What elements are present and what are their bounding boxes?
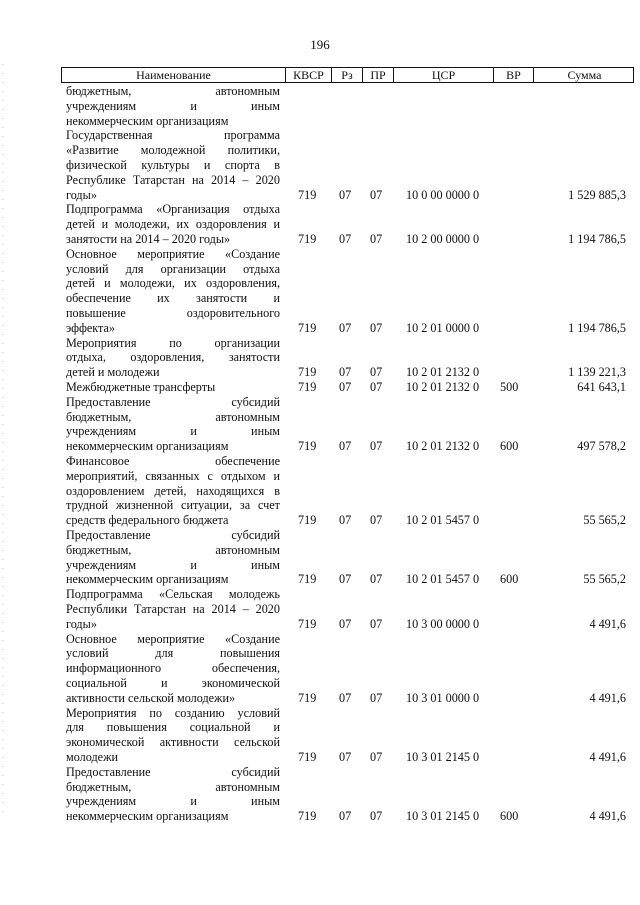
row-kvsr: 719	[298, 749, 317, 764]
row-name	[66, 202, 280, 246]
row-name-line: Подпрограмма «Организация отдыха	[66, 202, 280, 217]
row-name-line: Предоставление субсидий	[66, 394, 280, 409]
row-sum: 4 491,6	[589, 616, 626, 631]
row-name	[66, 247, 280, 336]
row-rz: 07	[339, 365, 352, 380]
row-rz: 07	[339, 380, 352, 394]
table-row	[0, 84, 640, 128]
row-rz: 07	[339, 572, 352, 587]
row-name-line: молодежи	[66, 749, 119, 764]
row-pr: 07	[370, 616, 383, 631]
row-name-line: годы»	[66, 187, 97, 202]
row-name-line: средств федерального бюджета	[66, 513, 229, 528]
row-name-line: некоммерческим организациям	[66, 113, 229, 128]
row-pr: 07	[370, 513, 383, 528]
row-name-line: Предоставление субсидий	[66, 764, 280, 779]
row-name-line: некоммерческим организациям	[66, 809, 229, 824]
row-name-line: условий для повышения	[66, 646, 280, 661]
row-name	[66, 380, 280, 395]
row-kvsr: 719	[298, 187, 317, 202]
row-rz: 07	[339, 809, 352, 824]
row-name-line: Предоставление субсидий	[66, 528, 280, 542]
row-pr: 07	[370, 365, 383, 380]
row-csr: 10 3 01 2145 0	[406, 809, 480, 824]
table-row	[0, 706, 640, 765]
table-row	[0, 336, 640, 380]
row-sum: 641 643,1	[577, 380, 626, 394]
row-name-line: детей и молодежи, их оздоровления,	[66, 276, 280, 291]
row-csr: 10 2 01 2132 0	[406, 380, 480, 394]
row-sum: 4 491,6	[589, 690, 626, 705]
header-kvsr: КВСР	[285, 68, 331, 82]
row-csr: 10 3 00 0000 0	[406, 616, 480, 631]
row-rz: 07	[339, 616, 352, 631]
row-sum: 497 578,2	[577, 439, 626, 454]
row-pr: 07	[370, 320, 383, 335]
row-csr: 10 2 01 0000 0	[406, 320, 480, 335]
row-kvsr: 719	[298, 439, 317, 454]
row-name-line: информационного обеспечения,	[66, 661, 280, 676]
row-name	[66, 454, 280, 528]
row-csr: 10 2 01 5457 0	[406, 513, 480, 528]
row-pr: 07	[370, 809, 383, 824]
row-kvsr: 719	[298, 320, 317, 335]
row-sum: 55 565,2	[583, 513, 626, 528]
row-sum: 1 194 786,5	[568, 320, 626, 335]
row-name-line: бюджетным, автономным	[66, 84, 280, 98]
table-row	[0, 632, 640, 706]
row-name-line: условий для организации отдыха	[66, 261, 280, 276]
row-csr: 10 2 01 2132 0	[406, 365, 480, 380]
row-csr: 10 3 01 2145 0	[406, 749, 480, 764]
row-sum: 1 139 221,3	[568, 365, 626, 380]
table-row	[0, 765, 640, 824]
row-name-line: бюджетным, автономным	[66, 779, 280, 794]
table-row	[0, 202, 640, 246]
row-rz: 07	[339, 320, 352, 335]
row-name-line: активности сельской молодежи»	[66, 690, 236, 705]
row-rz: 07	[339, 749, 352, 764]
row-name-line: трудной жизненной ситуации, за счет	[66, 498, 280, 513]
row-name-line: Основное мероприятие «Создание	[66, 631, 280, 646]
row-pr: 07	[370, 749, 383, 764]
row-name-line: некоммерческим организациям	[66, 439, 229, 454]
row-rz: 07	[339, 513, 352, 528]
table-header	[61, 67, 634, 83]
row-name	[66, 706, 280, 765]
row-kvsr: 719	[298, 572, 317, 587]
row-name-line: детей и молодежи	[66, 365, 160, 380]
table-row	[0, 587, 640, 631]
row-pr: 07	[370, 187, 383, 202]
row-name-line: Государственная программа	[66, 128, 280, 143]
row-vr: 500	[500, 380, 519, 394]
row-name-line: эффекта»	[66, 320, 116, 335]
row-name-line: учреждениям и иным	[66, 794, 280, 809]
row-vr: 600	[500, 809, 519, 824]
row-csr: 10 2 01 2132 0	[406, 439, 480, 454]
row-name-line: занятости на 2014 – 2020 годы»	[66, 231, 231, 246]
row-name-line: обеспечение их занятости и	[66, 291, 280, 306]
row-name-line: Межбюджетные трансферты	[66, 380, 216, 394]
row-name-line: годы»	[66, 616, 97, 631]
table-row	[0, 380, 640, 395]
header-rz: Рз	[331, 68, 362, 82]
row-csr: 10 0 00 0000 0	[406, 187, 480, 202]
row-name	[66, 395, 280, 454]
row-name-line: физической культуры и спорта в	[66, 157, 280, 172]
row-name-line: социальной и экономической	[66, 675, 280, 690]
row-name-line: для повышения социальной и	[66, 720, 280, 735]
row-name-line: Мероприятия по организации	[66, 335, 280, 350]
row-name	[66, 128, 280, 202]
row-rz: 07	[339, 690, 352, 705]
row-vr: 600	[500, 439, 519, 454]
row-kvsr: 719	[298, 380, 317, 394]
row-name-line: некоммерческим организациям	[66, 572, 229, 587]
row-name	[66, 336, 280, 380]
row-kvsr: 719	[298, 809, 317, 824]
row-pr: 07	[370, 231, 383, 246]
header-sum: Сумма	[533, 68, 635, 82]
row-name-line: Республике Татарстан на 2014 – 2020	[66, 172, 280, 187]
row-name-line: Основное мероприятие «Создание	[66, 246, 280, 261]
row-name-line: учреждениям и иным	[66, 424, 280, 439]
row-name-line: бюджетным, автономным	[66, 542, 280, 557]
row-name-line: «Развитие молодежной политики,	[66, 143, 280, 158]
row-sum: 1 529 885,3	[568, 187, 626, 202]
header-pr: ПР	[362, 68, 393, 82]
row-vr: 600	[500, 572, 519, 587]
table-row	[0, 454, 640, 528]
row-pr: 07	[370, 439, 383, 454]
row-name-line: повышение оздоровительного	[66, 305, 280, 320]
row-name-line: отдыха, оздоровления, занятости	[66, 350, 280, 365]
row-sum: 55 565,2	[583, 572, 626, 587]
table-row	[0, 528, 640, 587]
row-sum: 4 491,6	[589, 809, 626, 824]
row-sum: 4 491,6	[589, 749, 626, 764]
row-rz: 07	[339, 231, 352, 246]
row-rz: 07	[339, 439, 352, 454]
row-name-line: Подпрограмма «Сельская молодежь	[66, 587, 280, 602]
header-csr: ЦСР	[393, 68, 493, 82]
row-name-line: оздоровлением детей, находящихся в	[66, 483, 280, 498]
row-pr: 07	[370, 572, 383, 587]
row-name	[66, 528, 280, 587]
row-name-line: Финансовое обеспечение	[66, 454, 280, 468]
row-kvsr: 719	[298, 616, 317, 631]
row-csr: 10 2 00 0000 0	[406, 231, 480, 246]
row-name-line: учреждениям и иным	[66, 557, 280, 572]
row-kvsr: 719	[298, 231, 317, 246]
row-pr: 07	[370, 380, 383, 394]
row-name-line: Мероприятия по созданию условий	[66, 705, 280, 720]
row-csr: 10 2 01 5457 0	[406, 572, 480, 587]
row-sum: 1 194 786,5	[568, 231, 626, 246]
row-name-line: детей и молодежи, их оздоровления и	[66, 217, 280, 232]
row-rz: 07	[339, 187, 352, 202]
row-kvsr: 719	[298, 690, 317, 705]
row-pr: 07	[370, 690, 383, 705]
page-number: 196	[310, 37, 330, 52]
table-row	[0, 128, 640, 202]
row-name	[66, 765, 280, 824]
table-row	[0, 247, 640, 336]
row-name-line: экономической активности сельской	[66, 735, 280, 750]
row-name	[66, 587, 280, 631]
row-name-line: Республики Татарстан на 2014 – 2020	[66, 601, 280, 616]
row-kvsr: 719	[298, 513, 317, 528]
row-csr: 10 3 01 0000 0	[406, 690, 480, 705]
row-name	[66, 84, 280, 128]
row-name	[66, 632, 280, 706]
row-name-line: мероприятий, связанных с отдыхом и	[66, 468, 280, 483]
header-vr: ВР	[493, 68, 533, 82]
table-row	[0, 395, 640, 454]
row-name-line: бюджетным, автономным	[66, 409, 280, 424]
row-kvsr: 719	[298, 365, 317, 380]
header-name: Наименование	[136, 68, 211, 82]
row-name-line: учреждениям и иным	[66, 98, 280, 113]
